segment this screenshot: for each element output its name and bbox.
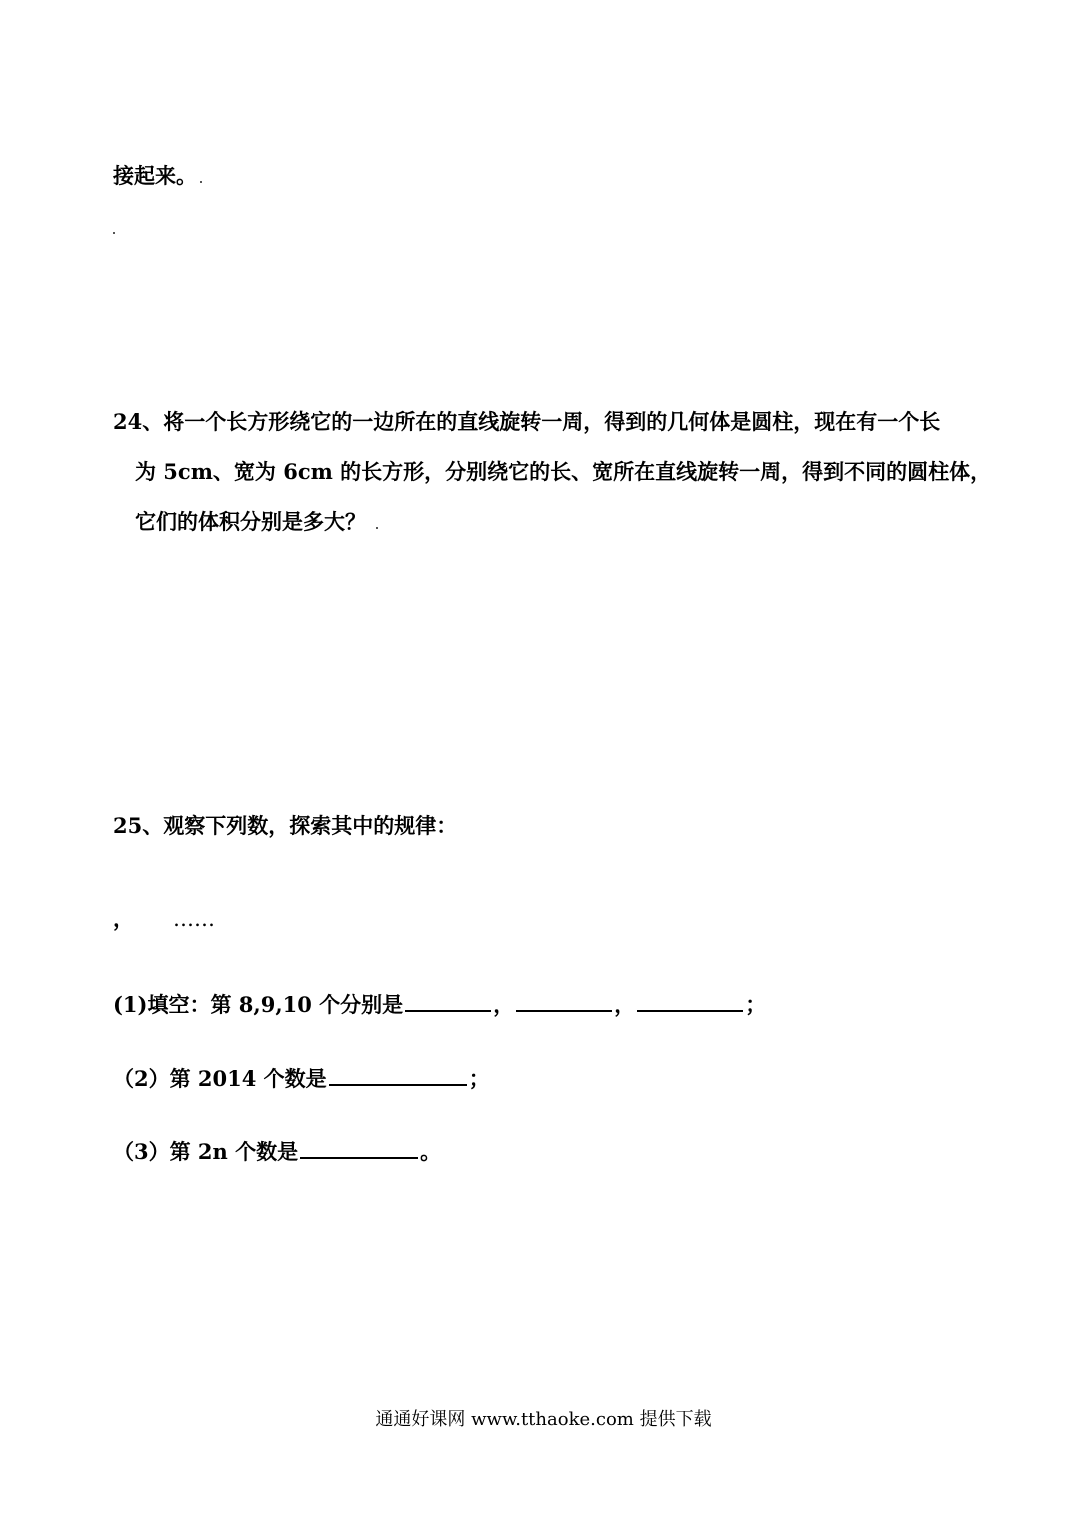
sequence-comma: ，	[113, 906, 134, 931]
question-24-line-3	[135, 508, 366, 536]
part-2-label: （2）第 2014 个数是	[113, 1066, 327, 1091]
part-1-separator-2: ，	[614, 992, 636, 1017]
question-25-title-text: 25、观察下列数，探索其中的规律：	[113, 813, 458, 838]
part-3-label: （3）第 2n 个数是	[113, 1139, 299, 1164]
scan-speck	[200, 181, 202, 183]
sequence-ellipsis: ……	[173, 907, 215, 931]
part-3-end: 。	[420, 1139, 442, 1164]
question-24-line-2	[135, 458, 991, 486]
scan-speck	[376, 527, 378, 529]
scan-speck	[113, 232, 115, 234]
question-24-line-1	[113, 408, 940, 436]
footer-text: 通通好课网 www.tthaoke.com 提供下载	[375, 1409, 712, 1430]
answer-blank-2014th[interactable]	[329, 1064, 467, 1086]
question-24-text-1: 24、将一个长方形绕它的一边所在的直线旋转一周，得到的几何体是圆柱，现在有一个长	[113, 409, 941, 434]
question-25-title	[113, 812, 457, 840]
continuation-text	[113, 162, 197, 190]
question-25-part-1	[113, 990, 766, 1019]
question-25-part-2	[113, 1064, 490, 1093]
part-1-end: ；	[745, 992, 767, 1017]
question-24-text-2: 为 5cm、宽为 6cm 的长方形，分别绕它的长、宽所在直线旋转一周，得到不同的圆柱体，	[135, 459, 992, 484]
continuation-text-content: 接起来。	[113, 163, 197, 188]
answer-blank-9th[interactable]	[516, 990, 612, 1012]
answer-blank-8th[interactable]	[405, 990, 491, 1012]
answer-blank-10th[interactable]	[637, 990, 743, 1012]
part-2-end: ；	[468, 1066, 490, 1091]
part-1-label: (1)填空：第 8,9,10 个分别是	[113, 992, 404, 1017]
page-footer	[0, 1408, 1087, 1432]
question-24-text-3: 它们的体积分别是多大？	[135, 509, 366, 534]
question-25-part-3	[113, 1137, 441, 1166]
answer-blank-2nth[interactable]	[300, 1137, 418, 1159]
part-1-separator-1: ，	[493, 992, 515, 1017]
sequence-line	[113, 905, 215, 933]
